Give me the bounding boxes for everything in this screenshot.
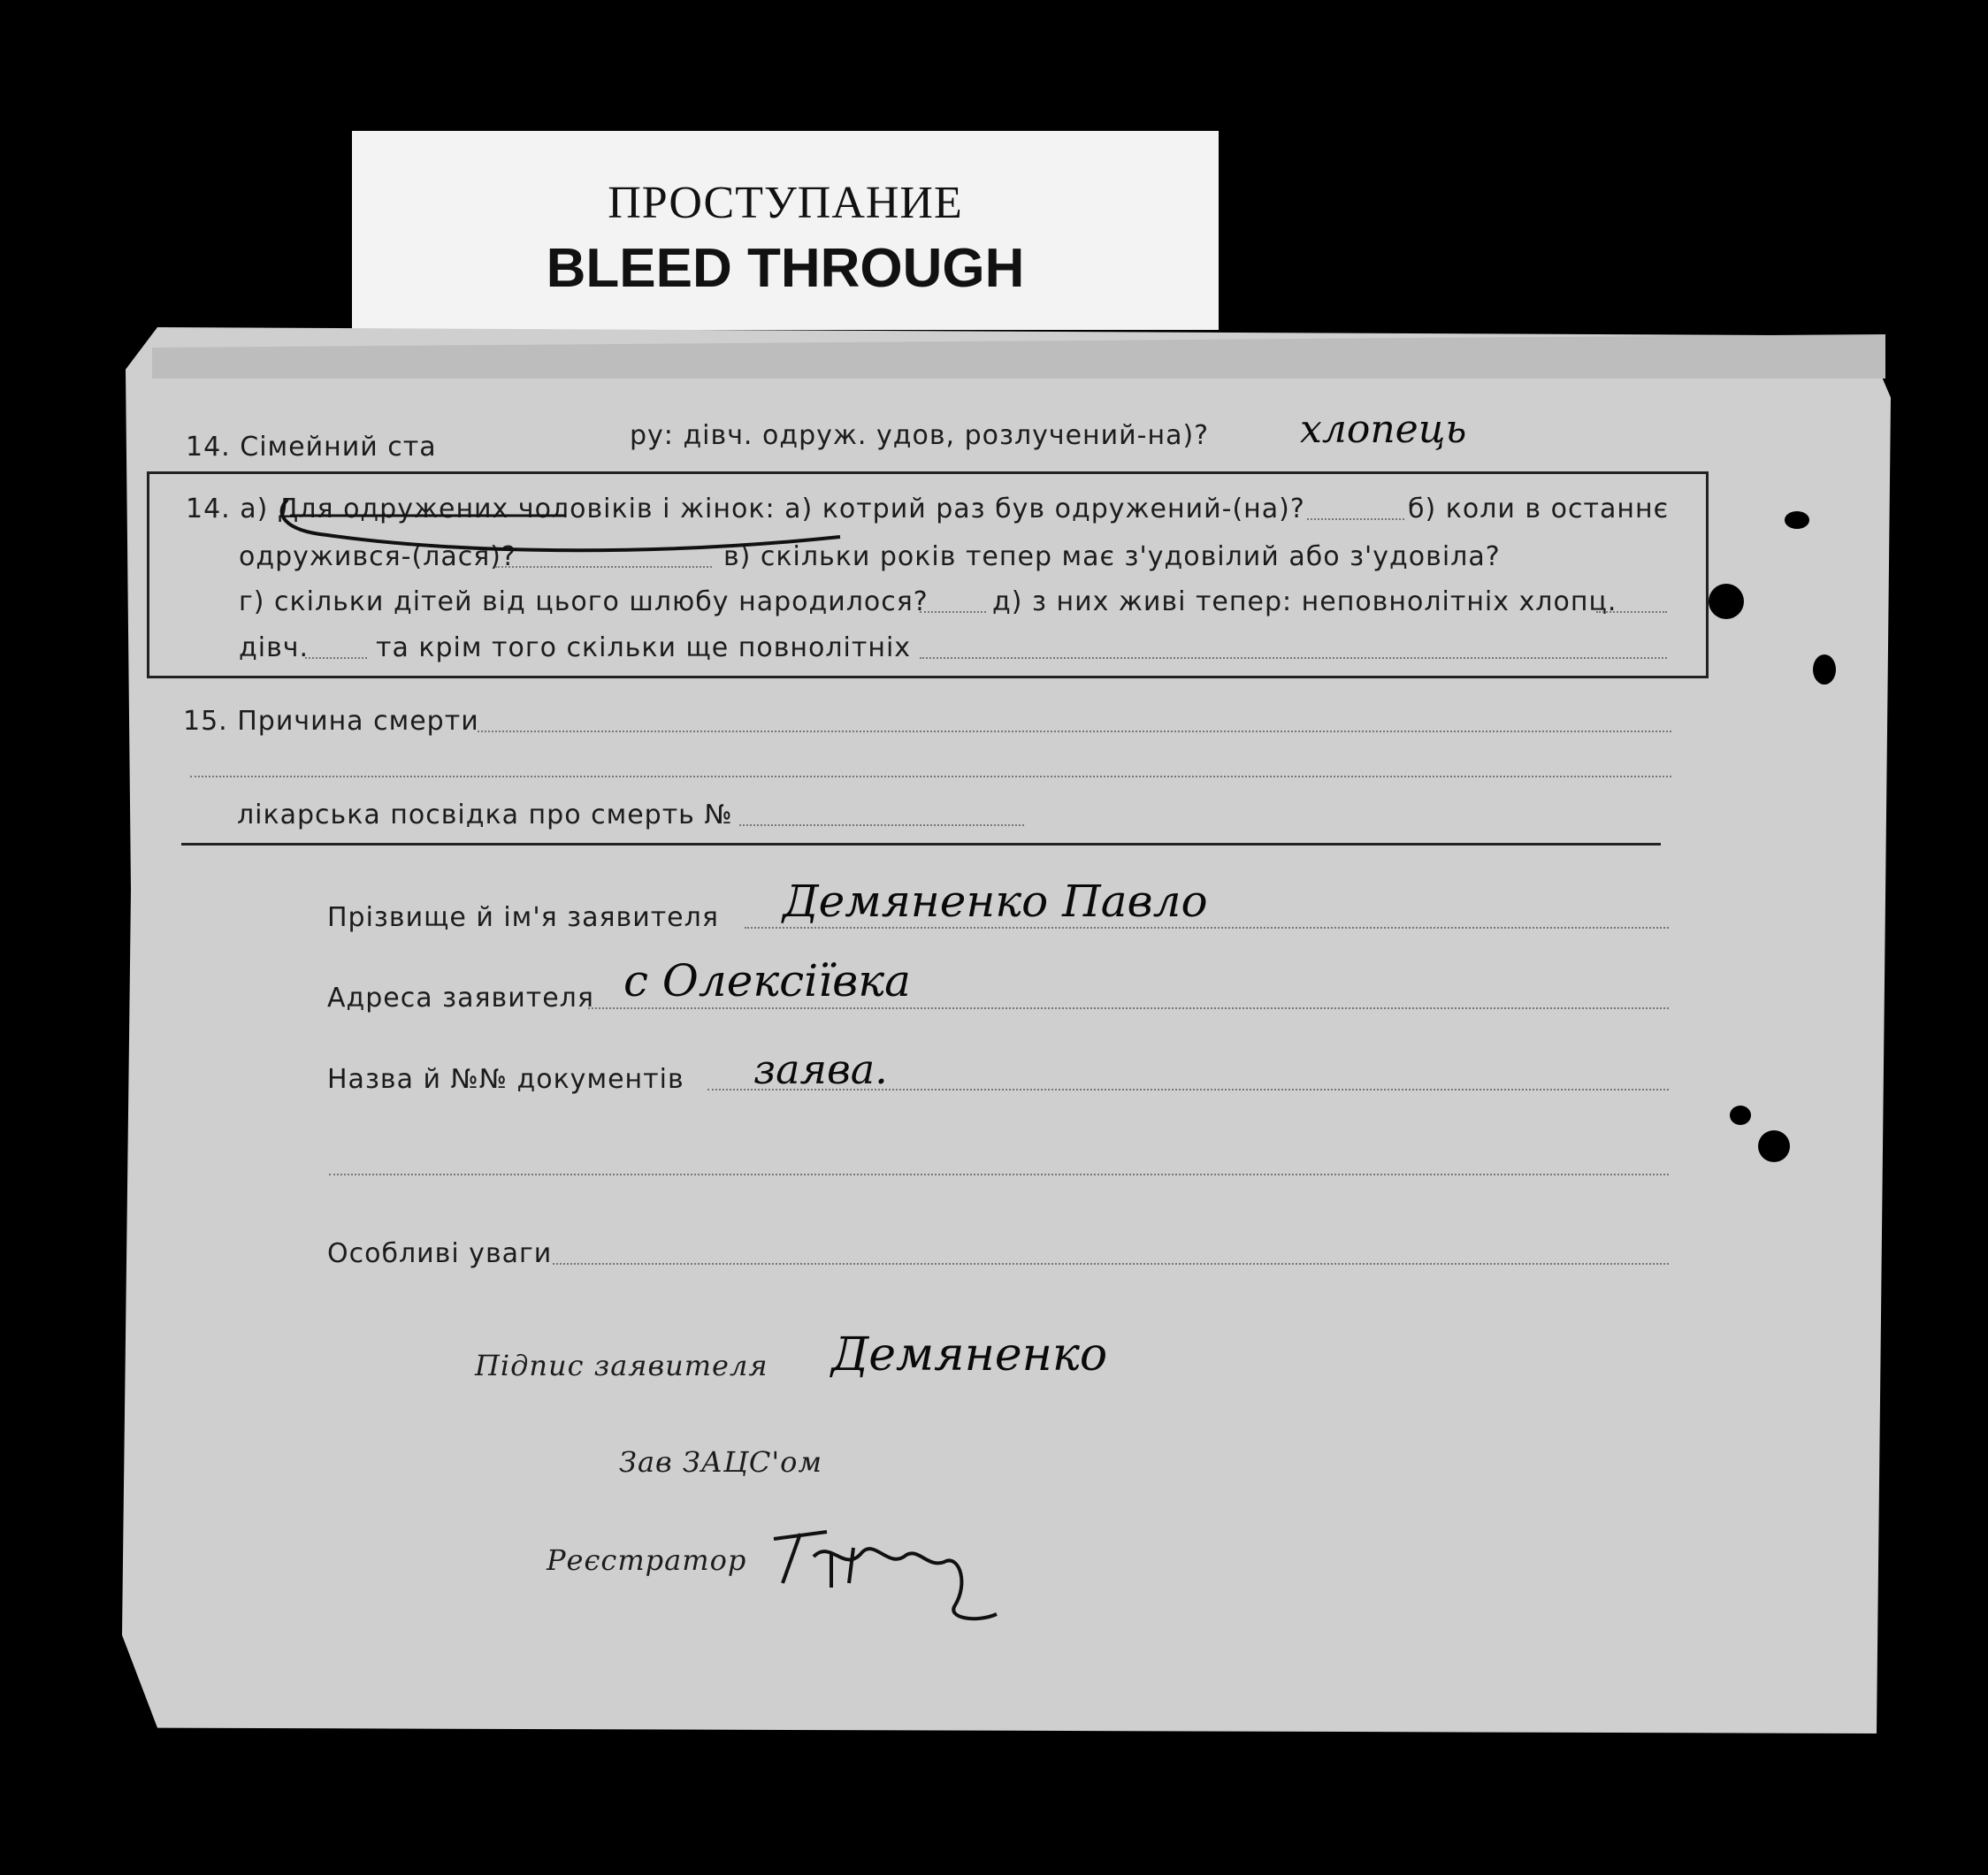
punch-hole [1785, 511, 1809, 529]
applicant-name-value: Демяненко Павло [783, 876, 1208, 927]
q14-marital-options: ру: дівч. одруж. удов, розлучений-на)? [630, 420, 1210, 451]
q14a-blank3 [920, 611, 986, 613]
documents-blank-2 [329, 1174, 1669, 1175]
bleed-through-ru: ПРОСТУПАНИЕ [608, 178, 963, 228]
applicant-name-blank [745, 927, 1669, 929]
registrar-signature [765, 1521, 1004, 1636]
punch-hole [1709, 584, 1744, 619]
q15-cert-label: лікарська посвідка про смерть № [237, 800, 733, 830]
punch-hole [1758, 1130, 1790, 1162]
q14-marital-answer: хлопець [1300, 407, 1467, 452]
documents-value: заява. [753, 1045, 888, 1093]
q14a-blank1 [1307, 518, 1404, 520]
punch-hole [1730, 1106, 1751, 1125]
strike-curve [274, 491, 849, 575]
q15-label: 15. Причина смерти [183, 706, 479, 737]
punch-hole [1813, 654, 1836, 685]
q15-cert-blank [739, 824, 1024, 826]
q14a-line3b: д) з них живі тепер: неповнолітніх хлопц. [992, 586, 1617, 617]
remarks-label: Особливі уваги [327, 1238, 553, 1269]
q14a-line1: 14. а) Для одружених чоловіків і жінок: а) котрий раз був одружений-(на)? [186, 494, 1305, 524]
q14a-line2a: одружився-(лася)? [239, 541, 516, 572]
q14a-line1b: б) коли в останнє [1408, 494, 1670, 524]
q14a-blank5 [305, 657, 367, 659]
applicant-address-value: с Олексіївка [623, 955, 911, 1006]
applicant-address-blank [588, 1007, 1669, 1009]
applicant-address-label: Адреса заявителя [327, 983, 594, 1014]
q14a-line4b: та крім того скільки ще повнолітніх [376, 632, 912, 663]
applicant-name-label: Прізвище й ім'я заявителя [327, 902, 719, 933]
documents-label: Назва й №№ документів [327, 1064, 684, 1095]
applicant-signature: Демяненко [831, 1328, 1108, 1381]
remarks-blank [553, 1263, 1669, 1265]
registrar-label: Реєстратор [547, 1543, 747, 1577]
bleed-through-label [352, 131, 1219, 330]
section-divider [181, 843, 1661, 846]
q14a-blank6 [920, 657, 1667, 659]
signature-label: Підпис заявителя [475, 1349, 768, 1382]
documents-blank [707, 1089, 1669, 1091]
q14a-line3: г) скільки дітей від цього шлюбу народилося? [239, 586, 929, 617]
bleed-through-en: BLEED THROUGH [546, 238, 1025, 299]
q15-blank2 [190, 776, 1671, 777]
q15-blank1 [478, 731, 1671, 732]
q14a-line4a: дівч. [239, 632, 310, 663]
q14a-line2b: в) скільки років тепер має з'удовілий або з'удовіла? [723, 541, 1501, 572]
q14-marital-label: 14. Сімейний ста [186, 432, 437, 463]
head-label: Зав ЗАЦС'ом [619, 1445, 822, 1479]
q14a-blank4 [1596, 611, 1667, 613]
